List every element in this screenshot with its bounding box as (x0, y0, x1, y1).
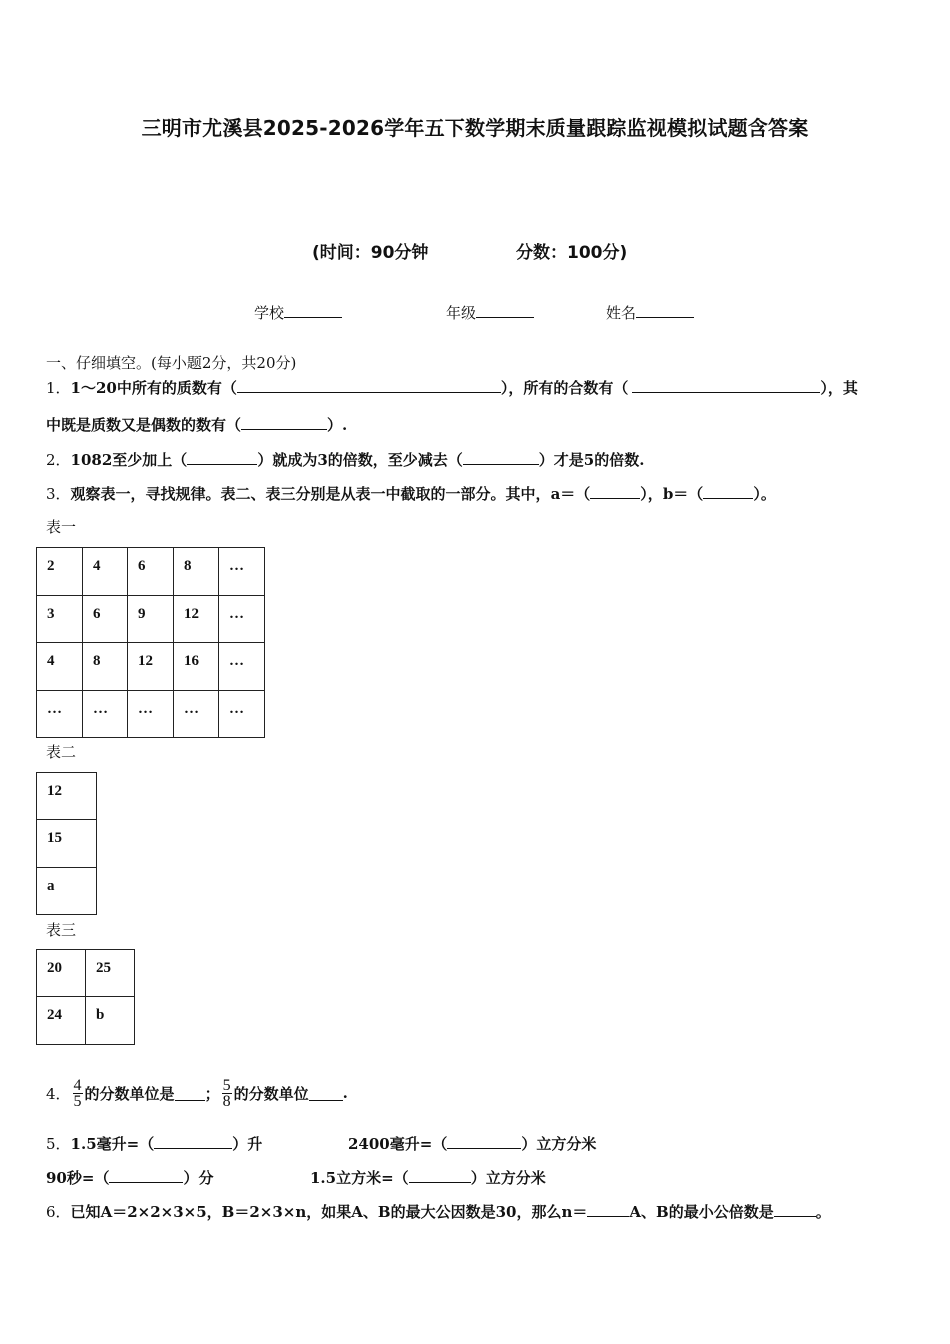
table-cell: 12 (37, 773, 97, 820)
table-cell: 20 (37, 950, 86, 997)
question-1-line-2 (46, 414, 347, 435)
q5-num-d: 1.5 (310, 1169, 337, 1187)
q1-text-c: ），其 (820, 379, 858, 397)
q5-num-c: 90 (46, 1169, 67, 1187)
fraction-4-5 (73, 1078, 83, 1109)
q6-text-i: 。 (815, 1203, 831, 1221)
table-cell: 16 (174, 643, 219, 691)
table-cell: 3 (37, 596, 83, 643)
q5-text-h: ）立方分米 (470, 1169, 546, 1187)
q5-text-c: 毫升=（ (389, 1135, 448, 1153)
q6-text-d: 的最大公因数是 (390, 1203, 496, 1221)
question-5-part-a (46, 1133, 262, 1154)
q3-text-d: b＝（ (662, 485, 704, 503)
table-cell: 2 (37, 548, 83, 596)
q5-number: 5． (46, 1135, 71, 1153)
q1-text-e: ）. (327, 416, 348, 434)
q6-text-h: 的最小公倍数是 (668, 1203, 774, 1221)
table-cell: 4 (83, 548, 128, 596)
table-1 (36, 547, 265, 738)
q1-blank-primes[interactable] (237, 378, 501, 393)
fraction-denominator: 8 (222, 1092, 231, 1110)
q3-text-a: 观察表一，寻找规律。表二、表三分别是从表一中截取的一部分。其中， (70, 485, 551, 503)
q5-blank-d[interactable] (409, 1168, 471, 1183)
table-cell: … (37, 691, 83, 738)
table-cell: 24 (37, 997, 86, 1045)
q3-blank-a[interactable] (590, 484, 640, 499)
grade-label: 年级 (446, 304, 477, 322)
q5-text-e: 秒=（ (66, 1169, 110, 1187)
q4-text-a: 的分数单位是 (84, 1084, 175, 1103)
table-cell: 4 (37, 643, 83, 691)
table-cell: … (219, 643, 265, 691)
q6-blank-lcm[interactable] (774, 1202, 816, 1217)
table-cell: a (37, 868, 97, 915)
q2-num-b: 3 (317, 451, 328, 469)
table-1-label: 表一 (46, 518, 77, 536)
q6-text-a: 已知 (70, 1203, 101, 1221)
question-6 (46, 1201, 831, 1222)
q5-text-d: ）立方分米 (521, 1135, 597, 1153)
q4-text-d: . (342, 1084, 348, 1102)
section-heading: 一、仔细填空。(每小题2分，共20分) (46, 354, 297, 372)
table-cell: b (86, 997, 135, 1045)
question-1-line-1 (46, 377, 858, 398)
fraction-numerator: 4 (73, 1076, 82, 1094)
q2-text-d: ）才是 (538, 451, 584, 469)
q1-text-d: 中既是质数又是偶数的数有（ (46, 416, 242, 434)
q1-text-a: 中所有的质数有（ (116, 379, 237, 397)
q1-number: 1． (46, 379, 71, 397)
q6-text-b: ，如果 (306, 1203, 352, 1221)
table-cell: 6 (83, 596, 128, 643)
fraction-numerator: 5 (222, 1076, 231, 1094)
q1-blank-even-prime[interactable] (241, 415, 327, 430)
q2-num-c: 5 (583, 451, 595, 469)
question-5-part-c (46, 1167, 213, 1188)
table-3-label: 表三 (46, 921, 77, 939)
exam-time: (时间：90分钟 (312, 243, 429, 263)
question-2 (46, 449, 644, 470)
q5-text-b: ）升 (232, 1135, 263, 1153)
q3-blank-b[interactable] (703, 484, 753, 499)
q2-text-e: 的倍数. (594, 451, 645, 469)
table-cell: … (174, 691, 219, 738)
q2-blank-add[interactable] (187, 450, 257, 465)
q5-num-b: 2400 (348, 1135, 390, 1153)
q5-text-g: 立方米=（ (336, 1169, 409, 1187)
table-cell: 15 (37, 820, 97, 868)
q4-text-c: 的分数单位 (233, 1084, 309, 1103)
q2-num-a: 1082 (70, 451, 113, 469)
q6-number: 6． (46, 1203, 71, 1221)
q6-num: 30 (495, 1203, 517, 1221)
table-2 (36, 772, 97, 915)
question-5-part-b (348, 1133, 596, 1154)
q3-number: 3． (46, 485, 71, 503)
q6-text-e: ，那么 (516, 1203, 562, 1221)
school-blank[interactable] (284, 303, 342, 318)
table-cell: 25 (86, 950, 135, 997)
q5-blank-c[interactable] (109, 1168, 183, 1183)
q6-blank-n[interactable] (587, 1202, 629, 1217)
table-cell: … (219, 548, 265, 596)
q1-text-b: ），所有的合数有（ (500, 379, 629, 397)
q2-number: 2． (46, 451, 71, 469)
name-blank[interactable] (636, 303, 694, 318)
q5-blank-b[interactable] (447, 1134, 521, 1149)
q2-text-c: 的倍数，至少减去（ (327, 451, 463, 469)
table-cell: … (219, 691, 265, 738)
q6-text-c: A、B (351, 1203, 391, 1221)
q4-number: 4． (46, 1084, 71, 1103)
q4-text-b: ； (204, 1084, 220, 1103)
page-title: 三明市尤溪县2025-2026学年五下数学期末质量跟踪监视模拟试题含答案 (141, 116, 809, 140)
fraction-denominator: 5 (73, 1092, 82, 1110)
table-cell: 8 (83, 643, 128, 691)
q1-blank-composites[interactable] (632, 378, 820, 393)
table-cell: … (128, 691, 174, 738)
exam-score: 分数：100分) (516, 243, 628, 263)
table-2-label: 表二 (46, 743, 77, 761)
question-3 (46, 483, 776, 504)
question-4 (46, 1071, 348, 1115)
q2-text-b: ）就成为 (257, 451, 318, 469)
fraction-5-8 (222, 1078, 232, 1109)
school-field (254, 302, 342, 323)
q5-num-a: 1.5 (70, 1135, 97, 1153)
q6-text-f: n＝ (561, 1203, 588, 1221)
question-5-part-d (310, 1167, 546, 1188)
table-cell: 12 (174, 596, 219, 643)
q3-text-e: ）。 (753, 485, 776, 503)
school-label: 学校 (254, 304, 285, 322)
table-cell: 6 (128, 548, 174, 596)
table-3 (36, 949, 135, 1045)
q4-blank-1[interactable] (175, 1086, 205, 1101)
name-label: 姓名 (606, 304, 637, 322)
grade-field (446, 302, 534, 323)
grade-blank[interactable] (476, 303, 534, 318)
q2-text-a: 至少加上（ (112, 451, 188, 469)
q3-text-b: a＝（ (550, 485, 591, 503)
q1-range: 1～20 (70, 379, 117, 397)
table-cell: 8 (174, 548, 219, 596)
table-cell: 12 (128, 643, 174, 691)
name-field (606, 302, 694, 323)
q5-blank-a[interactable] (154, 1134, 232, 1149)
q3-text-c: ）， (640, 485, 663, 503)
table-cell: 9 (128, 596, 174, 643)
q2-blank-subtract[interactable] (463, 450, 539, 465)
q4-blank-2[interactable] (309, 1086, 343, 1101)
q5-text-a: 毫升=（ (96, 1135, 155, 1153)
q5-text-f: ）分 (183, 1169, 214, 1187)
table-cell: … (83, 691, 128, 738)
q6-text-g: A、B (629, 1203, 669, 1221)
q6-expression: A＝2×2×3×5，B＝2×3×n (100, 1203, 307, 1221)
table-cell: … (219, 596, 265, 643)
